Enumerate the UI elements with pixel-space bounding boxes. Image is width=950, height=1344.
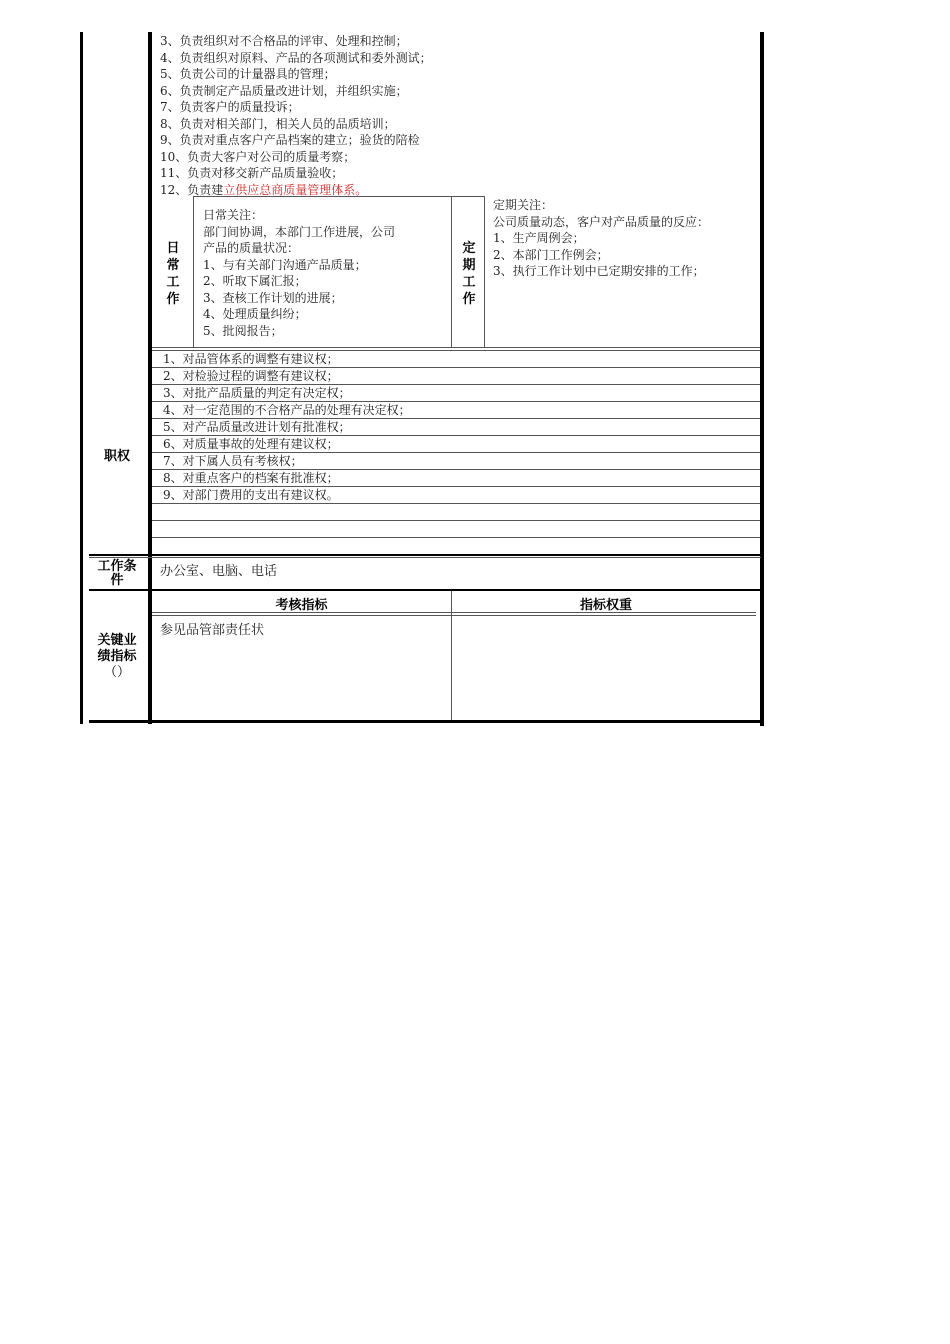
authority-item: 2、对检验过程的调整有建议权； bbox=[163, 369, 339, 383]
conditions-top-rule-2 bbox=[89, 557, 761, 558]
kpi-top-rule bbox=[89, 589, 761, 591]
conditions-label: 工作条 件 bbox=[97, 559, 137, 588]
duty-item: 11、负责对移交新产品质量验收； bbox=[160, 166, 344, 180]
duty-item-12-highlight: 立供应总商质量管理体系。 bbox=[223, 182, 368, 197]
authority-item: 4、对一定范围的不合格产品的处理有决定权； bbox=[163, 403, 411, 417]
duty-item: 9、负责对重点客户产品档案的建立；验货的陪检 bbox=[160, 133, 420, 147]
authority-top-rule bbox=[152, 347, 760, 348]
duty-item: 5、负责公司的计量器具的管理； bbox=[160, 67, 336, 81]
periodic-line: 2、本部门工作例会； bbox=[493, 247, 609, 262]
daily-line: 1、与有关部门沟通产品质量； bbox=[203, 257, 367, 272]
periodic-work-content bbox=[493, 197, 709, 280]
conditions-value: 办公室、电脑、电话 bbox=[160, 564, 278, 579]
kpi-header-weight: 指标权重 bbox=[579, 598, 632, 613]
duty-item: 6、负责制定产品质量改进计划，并组织实施； bbox=[160, 83, 408, 98]
duty-item: 3、负责组织对不合格品的评审、处理和控制； bbox=[160, 34, 408, 48]
duty-item: 7、负责客户的质量投诉； bbox=[160, 100, 300, 114]
duties-list bbox=[160, 33, 432, 198]
daily-line: 5、批阅报告； bbox=[203, 323, 283, 338]
daily-line: 4、处理质量纠纷； bbox=[203, 307, 307, 321]
periodic-line: 3、执行工作计划中已定期安排的工作； bbox=[493, 264, 705, 278]
conditions-top-rule bbox=[89, 554, 761, 556]
row-rule bbox=[152, 537, 760, 538]
table-right-border bbox=[760, 32, 764, 726]
daily-line: 日常关注： bbox=[203, 208, 264, 222]
authority-item: 3、对批产品质量的判定有决定权； bbox=[163, 386, 351, 400]
row-rule bbox=[152, 520, 760, 521]
periodic-line: 公司质量动态，客户对产品质量的反应： bbox=[493, 214, 710, 229]
daily-subtable-top bbox=[193, 196, 485, 197]
authority-item: 1、对品管体系的调整有建议权； bbox=[163, 352, 339, 366]
daily-line: 部门间协调，本部门工作进展，公司 bbox=[203, 224, 396, 239]
periodic-line: 1、生产周例会； bbox=[493, 231, 585, 245]
authority-item: 6、对质量事故的处理有建议权； bbox=[163, 437, 339, 451]
table-bottom-border bbox=[89, 720, 764, 723]
daily-line: 产品的质量状况： bbox=[203, 241, 300, 255]
daily-line: 3、查核工作计划的进展； bbox=[203, 290, 343, 305]
daily-divider-left bbox=[193, 196, 194, 348]
daily-divider-mid1 bbox=[451, 196, 452, 348]
authority-label: 职权 bbox=[103, 449, 130, 464]
daily-line: 2、听取下属汇报； bbox=[203, 274, 307, 288]
duty-item: 4、负责组织对原料、产品的各项测试和委外测试； bbox=[160, 50, 432, 65]
kpi-header-indicator: 考核指标 bbox=[275, 598, 328, 613]
duty-item-12-prefix: 12、负责建 bbox=[160, 182, 224, 197]
duty-item: 8、负责对相关部门，相关人员的品质培训； bbox=[160, 116, 396, 131]
periodic-line: 定期关注： bbox=[493, 198, 554, 212]
duty-item: 10、负责大客户对公司的质量考察； bbox=[160, 149, 356, 164]
authority-item: 5、对产品质量改进计划有批准权； bbox=[163, 420, 351, 434]
daily-work-content bbox=[203, 207, 395, 339]
table-left-border bbox=[80, 32, 83, 724]
kpi-label: 关键业 绩指标 （） bbox=[97, 633, 137, 680]
authority-item: 7、对下属人员有考核权； bbox=[163, 454, 303, 468]
periodic-work-label: 定 期 工 作 bbox=[462, 241, 476, 307]
daily-divider-mid2 bbox=[484, 196, 485, 348]
authority-item: 9、对部门费用的支出有建议权。 bbox=[163, 488, 339, 502]
daily-work-label: 日 常 工 作 bbox=[166, 241, 180, 307]
kpi-header-rule-2 bbox=[152, 615, 756, 616]
authority-item: 8、对重点客户的档案有批准权； bbox=[163, 471, 339, 485]
kpi-indicator-value: 参见品管部责任状 bbox=[160, 623, 265, 638]
label-column-divider bbox=[148, 32, 152, 724]
authority-list bbox=[163, 351, 411, 504]
